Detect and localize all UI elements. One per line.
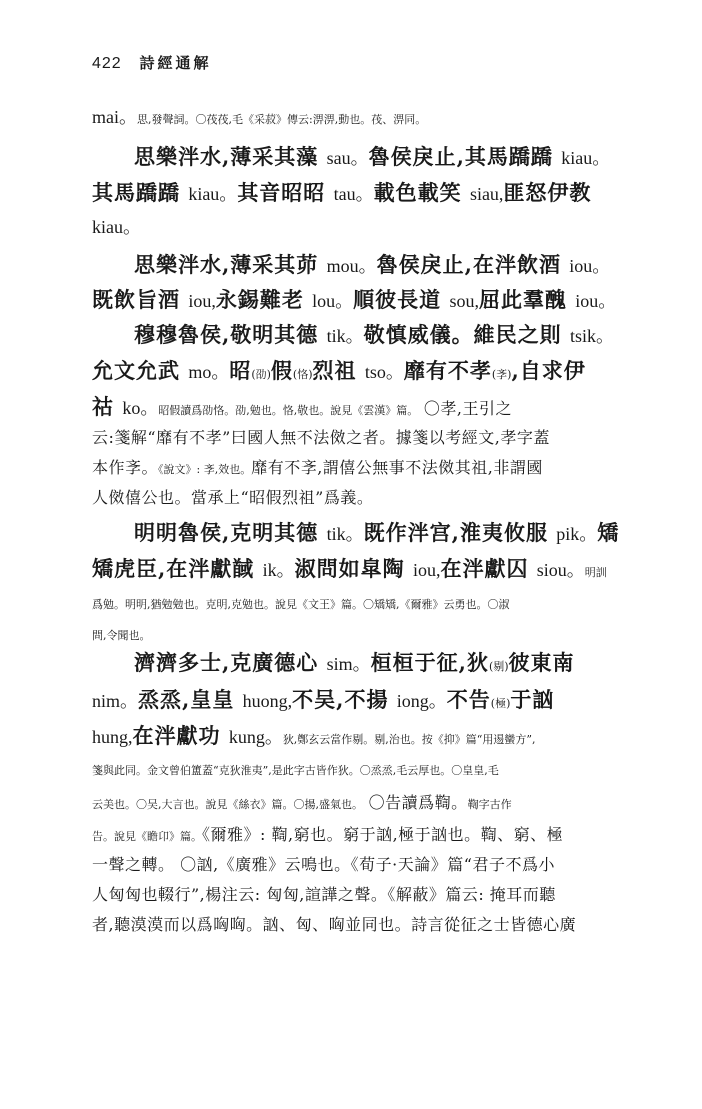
- text-line: [92, 360, 586, 381]
- verse-text: 魯侯戾止,其馬蹻蹻: [368, 144, 562, 169]
- commentary-text: 者,聽漠漠而以爲哅哅。訩、匈、哅並同也。詩言從征之士皆德心廣: [92, 915, 577, 934]
- verse-text: 敬慎威儀。維民之則: [363, 322, 570, 347]
- text-line: [92, 460, 543, 476]
- verse-text: 于訩: [510, 687, 555, 712]
- romanization: iou,: [188, 291, 216, 311]
- verse-text: 思樂泮水,薄采其茆: [134, 252, 327, 277]
- romanization: tik。: [326, 326, 364, 346]
- verse-text: 屈此羣醜: [478, 287, 576, 312]
- verse-text: 矯虎臣,在泮獻馘: [92, 556, 263, 581]
- romanization: mou。: [326, 256, 377, 276]
- text-line: [92, 857, 555, 873]
- commentary-text: 人匈匈也輟行”,楊注云: 匈匈,諠譁之聲。《解蔽》篇云: 掩耳而聽: [92, 885, 556, 904]
- text-line: [134, 522, 619, 543]
- annotation-note: 明訓: [584, 566, 607, 579]
- text-line: [92, 182, 591, 203]
- verse-text: 魯侯戾止,在泮飲酒: [376, 252, 570, 277]
- romanization: tik。: [326, 524, 364, 544]
- text-line: [134, 254, 610, 275]
- romanization: siou。: [536, 560, 585, 580]
- romanization: pik。: [556, 524, 598, 544]
- verse-text: 烝烝,皇皇: [138, 687, 243, 712]
- text-line: [92, 108, 426, 126]
- romanization: sim。: [326, 654, 371, 674]
- romanization: siau,: [469, 184, 504, 204]
- commentary-text: 一聲之轉。 〇訩,《廣雅》云鳴也。《荀子·天論》篇“君子不爲小: [92, 855, 555, 874]
- text-line: [134, 652, 575, 673]
- verse-text: ,自求伊: [511, 358, 586, 383]
- annotation-note: 問,令聞也。: [92, 629, 151, 642]
- annotation-note: 箋與此同。金文曾伯簠蓋“克狄淮夷”,是此字古皆作狄。〇烝烝,毛云厚也。〇皇皇,毛: [92, 764, 499, 777]
- romanization: iou。: [575, 291, 617, 311]
- text-line: [92, 725, 536, 746]
- romanization: tso。: [364, 362, 404, 382]
- page-header: [92, 52, 212, 73]
- text-line: [92, 795, 512, 811]
- romanization: hung,: [92, 727, 133, 747]
- text-line: [92, 626, 151, 642]
- variant-char-note: (斈): [491, 368, 512, 381]
- text-line: [92, 490, 373, 506]
- annotation-note: 告。說見《瞻卬》篇。: [92, 830, 202, 843]
- verse-text: 載色載笑: [373, 180, 470, 205]
- verse-text: 彼東南: [508, 650, 575, 675]
- verse-text: 其音昭昭: [237, 180, 334, 205]
- verse-text: 矯: [597, 520, 620, 545]
- annotation-note: 《說文》: 斈,效也。: [158, 463, 252, 476]
- text-line: [92, 289, 616, 310]
- verse-text: 既飲旨酒: [92, 287, 189, 312]
- text-line: [92, 887, 556, 903]
- romanization: kiau。: [188, 184, 238, 204]
- verse-text: 順彼長道: [353, 287, 450, 312]
- romanization: sau。: [326, 148, 369, 168]
- commentary-text: 云:箋解“靡有不孝”曰國人無不法傚之者。據箋以考經文,孝字蓋: [92, 428, 550, 447]
- verse-text: 靡有不孝: [403, 358, 492, 383]
- verse-text: 既作泮宫,淮夷攸服: [363, 520, 557, 545]
- commentary-text: 〇告讀爲鞫。: [363, 793, 468, 812]
- verse-text: 昭: [229, 358, 252, 383]
- page-number: 422: [92, 55, 122, 72]
- text-line: [92, 917, 576, 933]
- romanization: ik。: [262, 560, 295, 580]
- annotation-note: 爲勉。明明,猶勉勉也。克明,克勉也。說見《文王》篇。〇矯矯,《爾雅》云勇也。〇淑: [92, 598, 510, 611]
- romanization: tsik。: [569, 326, 614, 346]
- verse-text: 不吴,不揚: [292, 687, 397, 712]
- verse-text: 思樂泮水,薄采其藻: [134, 144, 327, 169]
- commentary-text: 靡有不斈,謂僖公無事不法傚其祖,非謂國: [251, 458, 543, 477]
- text-line: [92, 430, 550, 446]
- verse-text: 不告: [446, 687, 491, 712]
- annotation-note: 鞫字古作: [467, 798, 512, 811]
- romanization: mai。: [92, 107, 137, 127]
- commentary-text: 《爾雅》: 鞫,窮也。窮于訩,極于訩也。鞫、窮、極: [202, 825, 564, 844]
- romanization: nim。: [92, 691, 139, 711]
- romanization: iou,: [412, 560, 441, 580]
- verse-text: 桓桓于征,狄: [370, 650, 489, 675]
- romanization: sou,: [449, 291, 479, 311]
- verse-text: 穆穆魯侯,敬明其德: [134, 322, 327, 347]
- text-line: [92, 595, 510, 611]
- romanization: mo。: [188, 362, 230, 382]
- verse-text: 祜: [92, 394, 123, 419]
- text-line: [134, 324, 614, 345]
- variant-char-note: (恪): [292, 368, 313, 381]
- annotation-note: 云美也。〇吴,大言也。說見《絲衣》篇。〇揚,盛氣也。: [92, 798, 363, 811]
- variant-char-note: (劭): [251, 368, 271, 381]
- commentary-text: 本作斈。: [92, 458, 159, 477]
- verse-text: 濟濟多士,克廣德心: [134, 650, 327, 675]
- romanization: kiau。: [561, 148, 611, 168]
- text-line: [92, 396, 512, 417]
- text-line: [92, 558, 607, 579]
- romanization: lou。: [312, 291, 354, 311]
- annotation-note: 昭假讀爲劭恪。劭,勉也。恪,敬也。說見《雲漢》篇。: [158, 404, 419, 417]
- text-line: [134, 146, 610, 167]
- text-line: [92, 761, 499, 777]
- verse-text: 假: [270, 358, 293, 383]
- romanization: ko。: [122, 398, 159, 418]
- verse-text: 淑問如皐陶: [294, 556, 413, 581]
- romanization: tau。: [333, 184, 374, 204]
- verse-text: 其馬蹻蹻: [92, 180, 189, 205]
- verse-text: 烈祖: [312, 358, 365, 383]
- verse-text: 允文允武: [92, 358, 189, 383]
- variant-char-note: (極): [490, 697, 511, 710]
- verse-text: 在泮獻囚: [440, 556, 537, 581]
- romanization: kung。: [228, 727, 283, 747]
- romanization: iou。: [569, 256, 611, 276]
- romanization: iong。: [396, 691, 447, 711]
- romanization: huong,: [242, 691, 293, 711]
- variant-char-note: (剔): [488, 660, 509, 673]
- verse-text: 永錫難老: [215, 287, 313, 312]
- verse-text: 明明魯侯,克明其德: [134, 520, 327, 545]
- text-line: [92, 827, 563, 843]
- commentary-text: 人傚僖公也。當承上“昭假烈祖”爲義。: [92, 488, 374, 507]
- verse-text: 匪怒伊教: [503, 180, 592, 205]
- annotation-note: 狄,鄭玄云當作剔。剔,治也。按《抑》篇“用逷蠻方”,: [282, 733, 536, 746]
- text-line: [92, 218, 141, 236]
- romanization: kiau。: [92, 217, 141, 237]
- verse-text: 在泮獻功: [132, 723, 229, 748]
- commentary-text: 〇孝,王引之: [418, 399, 512, 418]
- text-line: [92, 689, 554, 710]
- annotation-note: 思,發聲詞。〇茷茷,毛《采菽》傳云:淠淠,動也。茷、淠同。: [137, 113, 427, 126]
- running-title: 詩經通解: [139, 54, 212, 72]
